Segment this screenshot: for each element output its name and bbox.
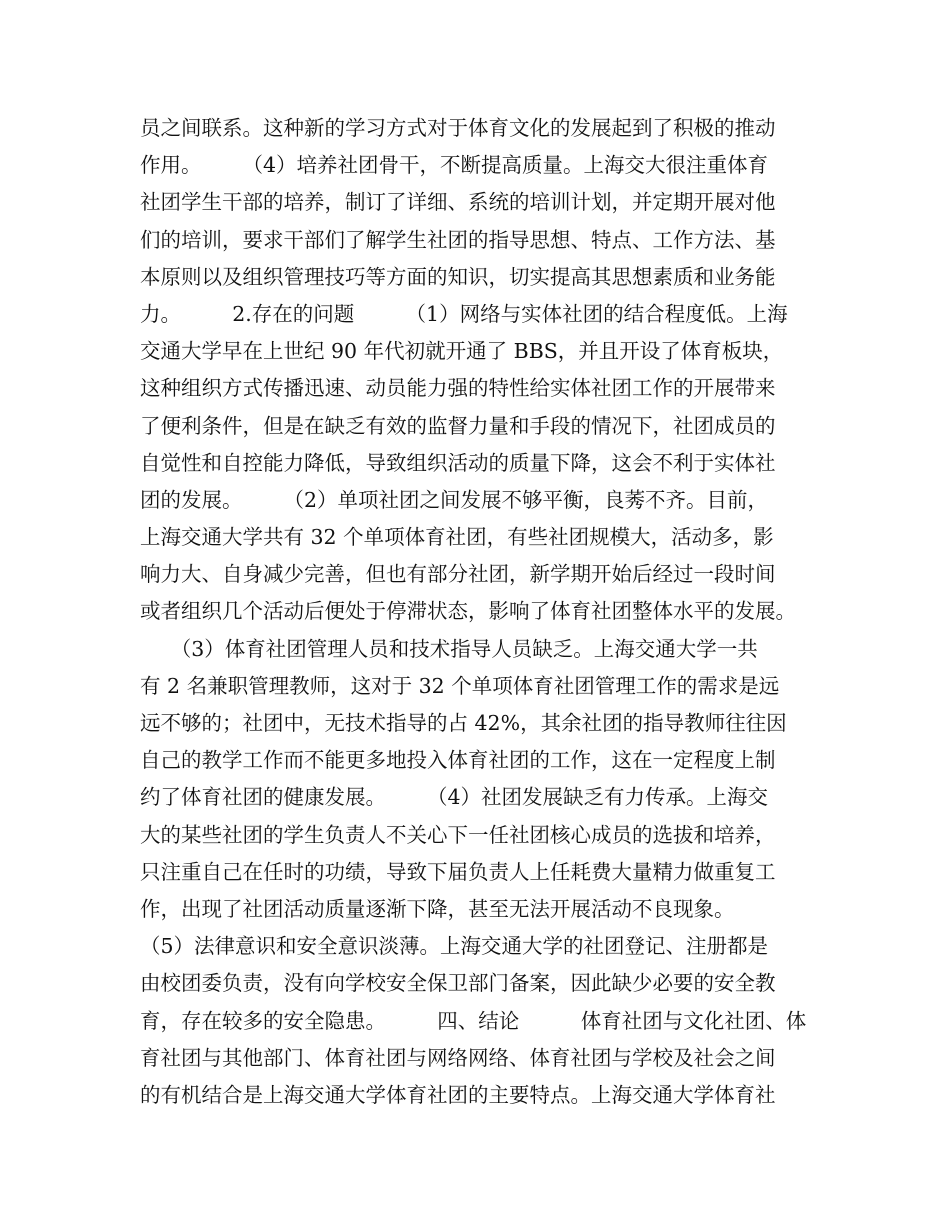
text-line: 作，出现了社团活动质量逐渐下降，甚至无法开展活动不良现象。 — [140, 896, 735, 921]
text-line: 社团学生干部的培养，制订了详细、系统的培训计划，并定期开展对他 — [140, 190, 776, 215]
text-line: 自觉性和自控能力降低，导致组织活动的质量下降，这会不利于实体社 — [140, 450, 776, 475]
text-line: 团的发展。 （2）单项社团之间发展不够平衡，良莠不齐。目前， — [140, 487, 769, 512]
text-line: 育社团与其他部门、体育社团与网络网络、体育社团与学校及社会之间 — [140, 1045, 776, 1070]
text-line: 了便利条件，但是在缺乏有效的监督力量和手段的情况下，社团成员的 — [140, 413, 776, 438]
text-line: 育，存在较多的安全隐患。 四、结论 体育社团与文化社团、体 — [140, 1008, 807, 1033]
text-line: 大的某些社团的学生负责人不关心下一任社团核心成员的选拔和培养， — [140, 822, 776, 847]
text-line: 响力大、自身减少完善，但也有部分社团，新学期开始后经过一段时间 — [140, 562, 776, 587]
text-line: 员之间联系。这种新的学习方式对于体育文化的发展起到了积极的推动 — [140, 116, 776, 140]
text-line: 只注重自己在任时的功绩，导致下届负责人上任耗费大量精力做重复工 — [140, 859, 776, 884]
text-line: 们的培训，要求干部们了解学生社团的指导思想、特点、工作方法、基 — [140, 227, 776, 252]
text-line: 由校团委负责，没有向学校安全保卫部门备案，因此缺少必要的安全教 — [140, 971, 776, 996]
text-line: 有 2 名兼职管理教师，这对于 32 个单项体育社团管理工作的需求是远 — [140, 673, 780, 698]
text-line: 作用。 （4）培养社团骨干，不断提高质量。上海交大很注重体育 — [140, 153, 769, 178]
text-line: 交通大学早在上世纪 90 年代初就开通了 BBS，并且开设了体育板块， — [140, 339, 784, 364]
text-line: 约了体育社团的健康发展。 （4）社团发展缺乏有力传承。上海交 — [140, 785, 769, 810]
text-line: 力。 2.存在的问题 （1）网络与实体社团的结合程度低。上海 — [140, 301, 788, 326]
text-line: 远不够的；社团中，无技术指导的占 42%，其余社团的指导教师往往因 — [140, 711, 787, 735]
text-line: （5）法律意识和安全意识淡薄。上海交通大学的社团登记、注册都是 — [140, 934, 769, 959]
text-line: 或者组织几个活动后便处于停滞状态，影响了体育社团整体水平的发展。 — [140, 599, 796, 624]
text-line: 上海交通大学共有 32 个单项体育社团，有些社团规模大，活动多，影 — [140, 525, 774, 550]
text-line: 本原则以及组织管理技巧等方面的知识，切实提高其思想素质和业务能 — [140, 264, 776, 289]
text-line: （3）体育社团管理人员和技术指导人员缺乏。上海交通大学一共 — [140, 636, 758, 661]
text-line: 这种组织方式传播迅速、动员能力强的特性给实体社团工作的开展带来 — [140, 376, 776, 401]
text-line: 的有机结合是上海交通大学体育社团的主要特点。上海交通大学体育社 — [140, 1082, 776, 1107]
body-text — [140, 110, 820, 1114]
text-line: 自己的教学工作而不能更多地投入体育社团的工作，这在一定程度上制 — [140, 748, 776, 773]
